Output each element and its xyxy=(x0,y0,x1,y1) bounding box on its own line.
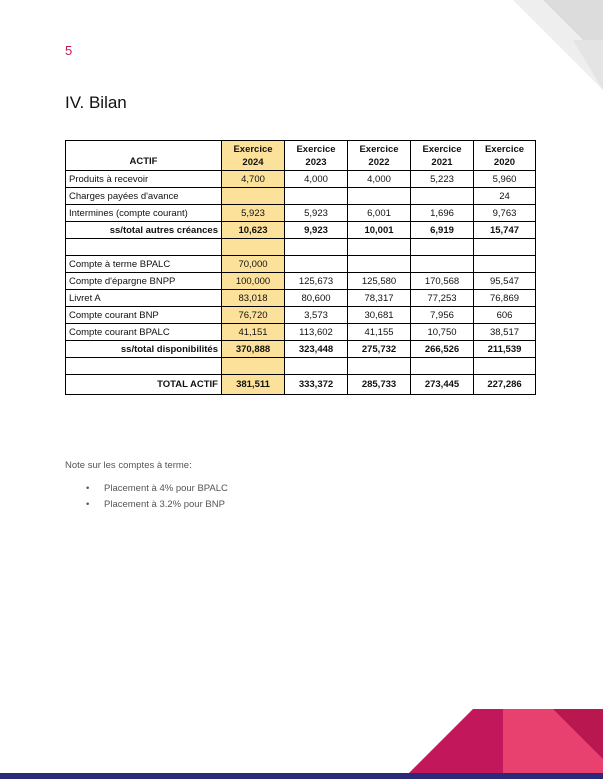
cell-value xyxy=(474,239,536,256)
cell-value: 211,539 xyxy=(474,341,536,358)
cell-value: 125,580 xyxy=(348,273,411,290)
header-year: Exercice 2022 xyxy=(348,141,411,171)
cell-value: 24 xyxy=(474,188,536,205)
cell-value: 5,223 xyxy=(411,171,474,188)
cell-value xyxy=(348,239,411,256)
table-row xyxy=(66,341,536,358)
cell-value: 275,732 xyxy=(348,341,411,358)
cell-value xyxy=(222,188,285,205)
cell-value: 1,696 xyxy=(411,205,474,222)
cell-value: 323,448 xyxy=(285,341,348,358)
row-label: Compte d'épargne BNPP xyxy=(66,273,222,290)
table-row xyxy=(66,239,536,256)
table-row xyxy=(66,324,536,341)
note-item: • Placement à 3.2% pour BNP xyxy=(86,499,228,510)
cell-value: 6,001 xyxy=(348,205,411,222)
cell-value: 273,445 xyxy=(411,375,474,395)
cell-value: 9,923 xyxy=(285,222,348,239)
cell-value xyxy=(222,239,285,256)
table-row xyxy=(66,307,536,324)
page-number: 5 xyxy=(65,43,73,58)
cell-value: 113,602 xyxy=(285,324,348,341)
cell-value: 41,151 xyxy=(222,324,285,341)
cell-value xyxy=(411,239,474,256)
table-row xyxy=(66,222,536,239)
cell-value: 606 xyxy=(474,307,536,324)
cell-value xyxy=(411,358,474,375)
cell-value xyxy=(348,256,411,273)
cell-value xyxy=(348,188,411,205)
cell-value xyxy=(474,358,536,375)
row-label: ss/total disponibilités xyxy=(66,341,222,358)
cell-value: 76,869 xyxy=(474,290,536,307)
cell-value: 100,000 xyxy=(222,273,285,290)
row-label: ss/total autres créances xyxy=(66,222,222,239)
cell-value xyxy=(411,256,474,273)
cell-value: 4,700 xyxy=(222,171,285,188)
table-row xyxy=(66,273,536,290)
row-label: Produits à recevoir xyxy=(66,171,222,188)
table-row xyxy=(66,375,536,395)
cell-value: 41,155 xyxy=(348,324,411,341)
cell-value: 76,720 xyxy=(222,307,285,324)
cell-value xyxy=(222,358,285,375)
cell-value: 10,001 xyxy=(348,222,411,239)
cell-value: 83,018 xyxy=(222,290,285,307)
cell-value: 38,517 xyxy=(474,324,536,341)
section-title: IV. Bilan xyxy=(65,93,127,112)
cell-value: 77,253 xyxy=(411,290,474,307)
cell-value xyxy=(285,358,348,375)
cell-value: 70,000 xyxy=(222,256,285,273)
cell-value: 3,573 xyxy=(285,307,348,324)
bilan-table xyxy=(65,140,536,395)
row-label: Charges payées d'avance xyxy=(66,188,222,205)
row-label: Compte courant BPALC xyxy=(66,324,222,341)
note-item: • Placement à 4% pour BPALC xyxy=(86,483,228,494)
cell-value: 266,526 xyxy=(411,341,474,358)
bottom-bar xyxy=(0,773,603,779)
cell-value: 30,681 xyxy=(348,307,411,324)
cell-value: 5,923 xyxy=(222,205,285,222)
table-row xyxy=(66,188,536,205)
bottom-right-corner-decoration xyxy=(403,709,603,779)
header-year: Exercice 2023 xyxy=(285,141,348,171)
cell-value: 333,372 xyxy=(285,375,348,395)
cell-value: 381,511 xyxy=(222,375,285,395)
notes-title: Note sur les comptes à terme: xyxy=(65,460,192,471)
top-right-corner-decoration xyxy=(513,0,603,90)
cell-value: 80,600 xyxy=(285,290,348,307)
cell-value xyxy=(285,239,348,256)
cell-value: 170,568 xyxy=(411,273,474,290)
cell-value: 125,673 xyxy=(285,273,348,290)
notes-list xyxy=(86,483,228,515)
header-year: Exercice 2021 xyxy=(411,141,474,171)
row-label: Compte courant BNP xyxy=(66,307,222,324)
table-row xyxy=(66,358,536,375)
cell-value: 9,763 xyxy=(474,205,536,222)
cell-value: 227,286 xyxy=(474,375,536,395)
cell-value xyxy=(285,188,348,205)
table-row xyxy=(66,171,536,188)
header-actif: ACTIF xyxy=(66,141,222,171)
cell-value xyxy=(348,358,411,375)
row-label: Compte à terme BPALC xyxy=(66,256,222,273)
cell-value: 370,888 xyxy=(222,341,285,358)
row-label: Intermines (compte courant) xyxy=(66,205,222,222)
cell-value: 285,733 xyxy=(348,375,411,395)
cell-value: 78,317 xyxy=(348,290,411,307)
cell-value: 6,919 xyxy=(411,222,474,239)
cell-value: 10,623 xyxy=(222,222,285,239)
row-label xyxy=(66,239,222,256)
header-year: Exercice 2024 xyxy=(222,141,285,171)
table-row xyxy=(66,290,536,307)
header-year: Exercice 2020 xyxy=(474,141,536,171)
cell-value: 4,000 xyxy=(348,171,411,188)
cell-value: 4,000 xyxy=(285,171,348,188)
cell-value: 5,960 xyxy=(474,171,536,188)
cell-value: 5,923 xyxy=(285,205,348,222)
cell-value xyxy=(411,188,474,205)
cell-value: 95,547 xyxy=(474,273,536,290)
row-label: TOTAL ACTIF xyxy=(66,375,222,395)
row-label xyxy=(66,358,222,375)
row-label: Livret A xyxy=(66,290,222,307)
cell-value xyxy=(474,256,536,273)
cell-value: 7,956 xyxy=(411,307,474,324)
table-row xyxy=(66,256,536,273)
table-row xyxy=(66,205,536,222)
cell-value xyxy=(285,256,348,273)
cell-value: 15,747 xyxy=(474,222,536,239)
cell-value: 10,750 xyxy=(411,324,474,341)
